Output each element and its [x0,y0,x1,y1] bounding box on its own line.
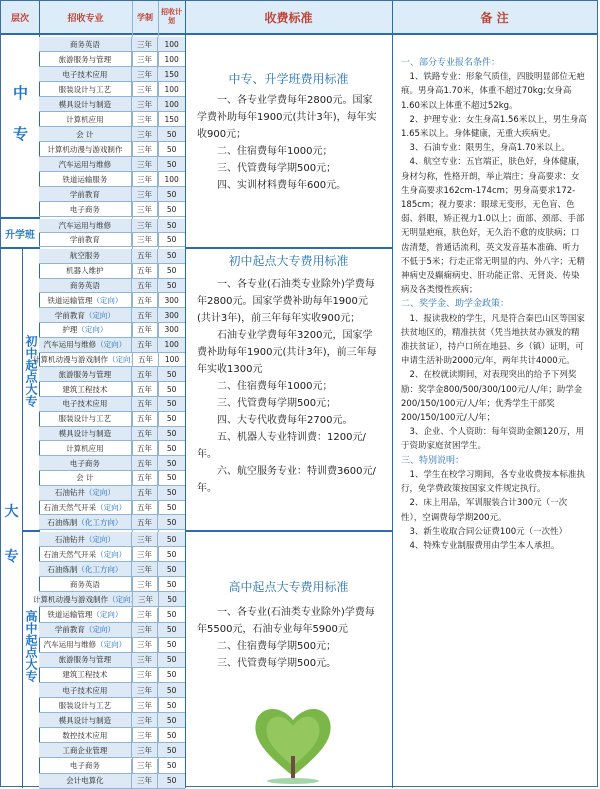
plan-cell: 50 [157,577,185,591]
table-row [39,397,185,412]
major-cell: 石油钻井 [54,488,85,498]
plan-cell: 50 [157,456,185,470]
note-paragraph: 2、护理专业：女生身高1.56米以上，男生身高1.65米以上。身体健康，无重大疾病史。 [401,114,587,140]
plan-cell: 50 [157,202,185,216]
plan-cell: 100 [157,52,185,66]
years-cell: 五年 [131,501,158,515]
major-cell: 石油天然气开采 [43,549,97,559]
fee-line: 三、代管费每学期500元。 [217,658,337,669]
level-chuzhong: 初中起点大专 [24,335,38,407]
major-cell: 商务英语 [69,280,100,290]
table-row [39,683,185,698]
major-tag: （定向） [108,594,138,604]
years-cell: 三年 [131,82,158,96]
note-paragraph: 2、在校就读期间，对表现突出的给予下列奖励：奖学金800/500/300/100元/人/年；助学金200/150/100元/人/年；优秀学生干部奖200/150/100元/人/年； [401,370,583,424]
major-cell: 学前教育 [54,625,85,635]
years-cell: 五年 [131,382,158,396]
years-cell: 五年 [131,308,158,322]
years-cell: 三年 [131,623,158,637]
table-row [39,323,185,338]
fee-line: 三、代管费每学期500元； [217,163,337,174]
note-paragraph: 4、特殊专业制服费用由学生本人承担。 [409,540,560,551]
plan-cell: 50 [157,279,185,293]
years-cell: 五年 [131,249,158,263]
plan-cell: 50 [157,382,185,396]
major-tag: （定向） [96,640,127,650]
table-row [39,367,185,382]
years-cell: 三年 [131,112,158,126]
major-cell: 铁道运输管理 [47,610,93,620]
table-row [39,759,185,774]
table-row [39,774,185,789]
notes-heading-1: 一、部分专业报名条件： [401,58,501,68]
note-paragraph: 1、铁路专业：形象气质佳，四肢明显部位无疤痕。男身高1.70米，体重不超过70kg;女身高1.60米以上体重不超过52kg。 [401,72,585,111]
years-cell: 三年 [132,592,158,606]
plan-cell: 50 [157,219,185,232]
plan-cell: 100 [157,97,185,111]
note-paragraph: 2、床上用品，军训服装合计300元（一次性），空调费每学期200元。 [401,498,568,523]
years-cell: 五年 [131,441,158,455]
major-cell: 电子技术应用 [62,399,108,409]
table-row [39,264,185,279]
major-cell: 护理 [62,325,78,335]
plan-cell: 50 [157,249,185,263]
fee-line: 一、各专业(石油类专业除外)学费每年5500元，石油专业每年5900元 [197,607,375,635]
years-cell: 三年 [131,187,158,201]
header-plan: 招收计划 [158,1,185,35]
major-cell: 旅游服务与管理 [58,54,112,64]
table-row [39,187,185,202]
major-cell: 电子商务 [69,204,100,214]
table-row [39,532,185,547]
table-row [39,338,185,353]
years-cell: 三年 [131,638,158,652]
major-cell: 计算机动漫与游戏制作 [33,594,108,604]
plan-cell: 50 [157,441,185,455]
plan-cell: 50 [157,187,185,201]
years-cell: 三年 [131,547,158,561]
plan-cell: 150 [157,112,185,126]
major-cell: 计算机动漫与游戏制作 [33,354,108,364]
table-row [39,698,185,713]
plan-cell: 300 [157,308,185,322]
major-cell: 建筑工程技术 [62,384,108,394]
years-cell: 三年 [131,233,158,246]
heart-tree-icon [248,696,338,784]
table-row [39,219,185,233]
major-cell: 电子商务 [69,458,100,468]
note-paragraph: 1、报读我校的学生，凡是符合秦巴山区等国家扶贫地区的，精准扶贫（凭当地扶贫办颁发的精准扶贫证），持户口所在地县、乡（镇）证明，可申请生活补助2000元/年，两年共计4000元。 [401,313,585,367]
years-cell: 三年 [131,219,158,232]
table-row [39,623,185,638]
major-tag: （化工方向） [77,564,123,574]
plan-cell: 50 [157,759,185,773]
years-cell: 五年 [131,515,158,529]
major-tag: （定向） [96,502,127,512]
plan-cell: 50 [157,698,185,712]
years-cell: 三年 [131,202,158,216]
years-cell: 三年 [131,743,158,757]
fee-line: 一、各专业学费每年2800元。国家学费补助每年1900元(共计3年)，每年实收900元； [197,95,377,140]
table-row [39,52,185,67]
major-cell: 计算机应用 [66,443,104,453]
level-zhuan: 专 [4,549,19,565]
table-row [39,127,185,142]
years-cell: 三年 [131,608,158,622]
years-cell: 五年 [131,456,158,470]
years-cell: 五年 [131,279,158,293]
years-cell: 三年 [131,713,158,727]
level-shengxue: 升学班 [5,229,35,241]
major-tag: （定向） [96,549,127,559]
fee-line: 二、住宿费每年1000元； [217,146,333,157]
table-row [33,592,185,607]
years-cell: 三年 [131,577,158,591]
major-cell: 服装设计与工艺 [58,84,112,94]
years-cell: 三年 [131,127,158,141]
major-tag: （定向） [92,610,123,620]
major-cell: 学前教育 [69,189,100,199]
level-da: 大 [4,504,19,520]
plan-cell: 100 [157,338,185,352]
fee-line: 石油专业学费每年3200元，国家学费补助每年1900元(共计3年)，前三年每年实收1300元 [197,330,377,375]
table-row [39,157,185,172]
years-cell: 五年 [131,367,158,381]
table-row [39,279,185,294]
plan-cell: 50 [157,743,185,757]
plan-cell: 50 [157,668,185,682]
fee-line: 二、住宿费每学期500元； [217,641,337,652]
years-cell: 五年 [131,471,158,485]
notes-panel [393,56,593,553]
major-cell: 汽车运用与维修 [43,340,97,350]
fees-zhongzhuan-title: 中专、升学班费用标准 [228,72,349,86]
years-cell: 五年 [132,353,158,367]
major-cell: 石油钻井 [54,534,85,544]
major-cell: 商务英语 [69,39,100,49]
years-cell: 三年 [131,97,158,111]
fees-zhongzhuan [185,71,392,194]
plan-cell: 50 [157,532,185,546]
major-cell: 汽车运用与维修 [43,640,97,650]
table-row [39,412,185,427]
plan-cell: 300 [157,293,185,307]
years-cell: 三年 [131,67,158,81]
major-tag: （化工方向） [77,517,123,527]
major-cell: 工商企业管理 [62,745,108,755]
table-row [39,456,185,471]
major-cell: 石油天然气开采 [43,502,97,512]
plan-cell: 50 [157,562,185,576]
major-cell: 建筑工程技术 [62,670,108,680]
plan-cell: 100 [157,37,185,51]
table-row [39,112,185,127]
major-cell: 计算机动漫与游戏制作 [47,144,123,154]
header-notes: 备 注 [392,1,597,35]
major-cell: 旅游服务与管理 [58,655,112,665]
years-cell: 三年 [131,562,158,576]
major-cell: 电子技术应用 [62,69,108,79]
table-row [39,501,185,516]
fee-line: 四、实训材料费每年600元。 [217,180,347,191]
table-row [39,713,185,728]
major-tag: （定向） [84,625,115,635]
plan-cell: 50 [157,427,185,441]
notes-heading-2: 二、奖学金、助学金政策： [401,299,510,310]
note-paragraph: 3、新生收取合同公证费100元（一次性） [409,526,568,537]
plan-cell: 50 [157,774,185,788]
major-cell: 石油炼制 [47,517,78,527]
major-tag: （定向） [96,340,127,350]
major-tag: （定向） [84,488,115,498]
major-tag: （定向） [84,534,115,544]
plan-cell: 100 [157,172,185,186]
fee-line: 五、机器人专业特训费：1200元/年。 [197,432,366,460]
years-cell: 三年 [131,683,158,697]
years-cell: 五年 [131,323,158,337]
plan-cell: 50 [157,683,185,697]
plan-cell: 50 [157,233,185,246]
table-row [39,308,185,323]
note-paragraph: 4、航空专业：五官端正，肤色好，身体健康，身材匀称，性格开朗，举止端庄；身高要求：女生身高要求162cm-174cm；男身高要求172-185cm；视力要求：眼球无变形，无色盲、色弱、斜眼，矫正视力1.0以上；面部、颈部、手部无明显疤痕，肤色好，无久治不愈的皮肤病；口齿清楚，普通话流利，英文发音基本准确、听力不低于5米；行走正常无明显的内、外八字；无精神病史及癫痫病史、肝功能正常、无肾炎、传染病及各类慢性疾病； [401,157,585,296]
years-cell: 三年 [131,37,158,51]
major-cell: 计算机应用 [66,114,104,124]
major-cell: 学前教育 [69,235,100,244]
table-row [39,743,185,758]
years-cell: 三年 [131,698,158,712]
major-cell: 服装设计与工艺 [58,414,112,424]
years-cell: 三年 [131,653,158,667]
major-cell: 铁道运输服务 [62,174,108,184]
header-level: 层次 [1,1,39,35]
table-row [39,142,185,157]
major-cell: 会 计 [76,473,94,483]
plan-cell: 50 [157,264,185,278]
plan-cell: 300 [157,323,185,337]
table-row [39,97,185,112]
fee-line: 三、代管费每学期500元； [217,398,337,409]
years-cell: 五年 [131,264,158,278]
plan-cell: 50 [157,486,185,500]
fees-chuzhong-title: 初中起点大专费用标准 [228,254,349,268]
major-cell: 铁道运输管理 [47,295,93,305]
years-cell: 三年 [131,172,158,186]
table-row [39,668,185,683]
header-major: 招收专业 [39,1,132,35]
years-cell: 五年 [131,412,158,426]
table-row [39,172,185,187]
major-cell: 模具设计与制造 [58,428,112,438]
table-row [39,577,185,592]
years-cell: 三年 [131,728,158,742]
plan-cell: 50 [157,397,185,411]
years-cell: 五年 [131,486,158,500]
major-cell: 模具设计与制造 [58,99,112,109]
table-row [33,353,185,368]
years-cell: 三年 [131,532,158,546]
table-row [39,486,185,501]
table-row [39,382,185,397]
major-tag: （定向） [84,310,115,320]
major-cell: 航空服务 [69,251,100,261]
plan-cell: 150 [157,67,185,81]
major-cell: 汽车运用与维修 [58,159,112,169]
table-row [39,249,185,264]
major-cell: 服装设计与工艺 [58,700,112,710]
plan-cell: 50 [157,638,185,652]
level-gaozhong: 高中起点大专 [24,610,38,682]
plan-cell: 50 [157,713,185,727]
table-row [39,562,185,577]
fee-line: 一、各专业(石油类专业除外)学费每年2800元。国家学费补助每年1900元(共计3年)，前三年每年实收900元； [197,279,375,324]
major-tag: （定向） [108,354,138,364]
table-row [39,233,185,247]
major-cell: 商务英语 [69,579,100,589]
fees-gaozhong [185,579,392,672]
fee-line: 二、住宿费每年1000元； [217,381,333,392]
major-cell: 电子商务 [69,761,100,771]
plan-cell: 50 [157,728,185,742]
plan-cell: 50 [157,367,185,381]
fee-line: 四、大专代收费每年2700元。 [217,415,353,426]
years-cell: 五年 [131,427,158,441]
plan-cell: 50 [157,623,185,637]
table-row [39,293,185,308]
table-row [39,653,185,668]
major-cell: 汽车运用与维修 [58,221,112,230]
major-tag: （定向） [77,325,108,335]
table-row [39,608,185,623]
major-cell: 石油炼制 [47,564,78,574]
plan-cell: 50 [157,142,185,156]
plan-cell: 100 [157,82,185,96]
plan-cell: 50 [157,471,185,485]
plan-cell: 50 [157,412,185,426]
table-row [39,441,185,456]
fees-chuzhong [185,253,392,497]
years-cell: 三年 [131,52,158,66]
header-years: 学制 [132,1,158,35]
plan-cell: 50 [157,515,185,529]
years-cell: 五年 [131,293,158,307]
table-row [39,37,185,52]
table-row [39,82,185,97]
major-cell: 模具设计与制造 [58,715,112,725]
major-cell: 电子技术应用 [62,685,108,695]
fee-line: 六、航空服务专业：特训费3600元/年。 [197,466,376,494]
plan-cell: 50 [157,547,185,561]
plan-cell: 50 [157,127,185,141]
years-cell: 三年 [131,157,158,171]
years-cell: 三年 [131,774,158,788]
plan-cell: 50 [157,653,185,667]
table-row [39,638,185,653]
table-row [39,728,185,743]
years-cell: 三年 [131,142,158,156]
table-row [39,67,185,82]
major-cell: 数控技术应用 [62,730,108,740]
major-tag: （定向） [92,295,123,305]
plan-cell: 50 [157,501,185,515]
years-cell: 五年 [131,338,158,352]
plan-cell: 50 [157,608,185,622]
years-cell: 三年 [131,759,158,773]
table-row [39,471,185,486]
plan-cell: 100 [158,353,185,367]
plan-cell: 50 [158,592,185,606]
major-cell: 机器人维护 [66,266,104,276]
years-cell: 三年 [131,668,158,682]
major-cell: 会 计 [76,129,94,139]
major-cell: 会计电算化 [66,776,104,786]
level-zhongzhuan: 中专 [11,85,29,167]
table-row [39,427,185,442]
table-row [39,202,185,217]
table-row [39,547,185,562]
major-cell: 学前教育 [54,310,85,320]
header-fees: 收费标准 [185,1,392,35]
note-paragraph: 1、学生在校学习期间，各专业收费按本标准执行，免学费政策按国家文件规定执行。 [401,469,585,495]
note-paragraph: 3、企业、个人资助：每年资助金额120万，用于资助家庭贫困学生。 [401,427,585,452]
notes-heading-3: 三、特别说明： [401,455,465,466]
major-cell: 旅游服务与管理 [58,369,112,379]
note-paragraph: 3、石油专业：限男生，身高1.70米以上。 [409,143,570,154]
fees-gaozhong-title: 高中起点大专费用标准 [228,580,349,594]
years-cell: 五年 [131,397,158,411]
plan-cell: 50 [157,157,185,171]
table-row [39,515,185,530]
